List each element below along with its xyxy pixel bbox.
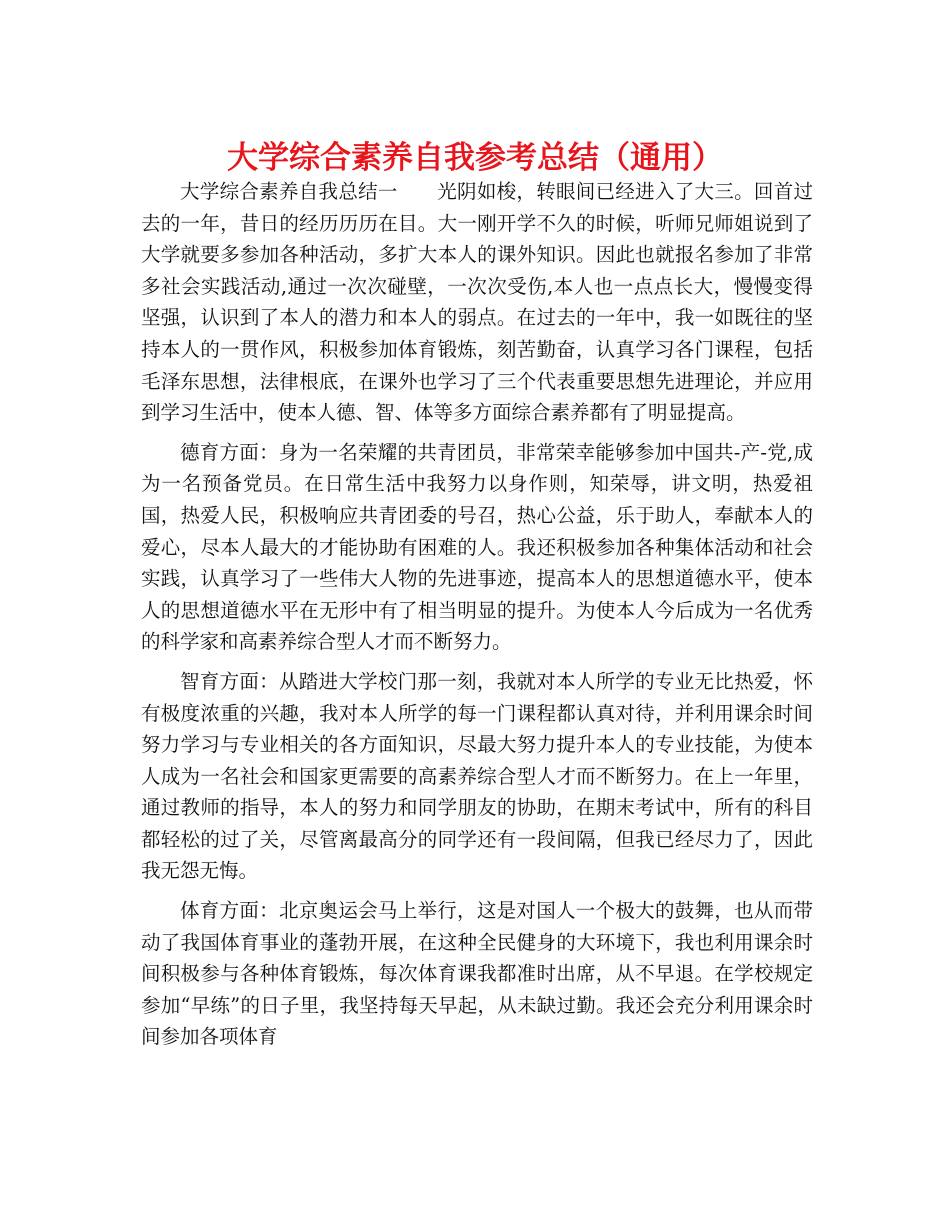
document-title: 大学综合素养自我参考总结（通用）: [227, 140, 723, 176]
paragraph-moral-education: 德育方面：身为一名荣耀的共青团员，非常荣幸能够参加中国共-产-党,成为一名预备党员。在日常生活中我努力以身作则，知荣辱，讲文明，热爱祖国，热爱人民，积极响应共青团委的号召，热心公益，乐于助人，奉献本人的爱心，尽本人最大的才能协助有困难的人。我还积极参加各种集体活动和社会实践，认真学习了一些伟大人物的先进事迹，提高本人的思想道德水平，使本人的思想道德水平在无形中有了相当明显的提升。为使本人今后成为一名优秀的科学家和高素养综合型人才而不断努力。: [141, 440, 813, 654]
paragraph-intellectual-education: 智育方面：从踏进大学校门那一刻，我就对本人所学的专业无比热爱，怀有极度浓重的兴趣，我对本人所学的每一门课程都认真对待，并利用课余时间努力学习与专业相关的各方面知识，尽最大努力提升本人的专业技能，为使本人成为一名社会和国家更需要的高素养综合型人才而不断努力。在上一年里，通过教师的指导，本人的努力和同学朋友的协助，在期末考试中，所有的科目都轻松的过了关，尽管离最高分的同学还有一段间隔，但我已经尽力了，因此我无怨无悔。: [141, 669, 813, 883]
document-body: [141, 176, 813, 1061]
paragraph-intro: 大学综合素养自我总结一 光阴如梭，转眼间已经进入了大三。回首过去的一年，昔日的经历历历在目。大一刚开学不久的时候，听师兄师姐说到了大学就要多参加各种活动，多扩大本人的课外知识。因此也就报名参加了非常多社会实践活动,通过一次次碰壁，一次次受伤,本人也一点点长大，慢慢变得坚强，认识到了本人的潜力和本人的弱点。在过去的一年中，我一如既往的坚持本人的一贯作风，积极参加体育锻炼，刻苦勤奋，认真学习各门课程，包括毛泽东思想，法律根底，在课外也学习了三个代表重要思想先进理论，并应用到学习生活中，使本人德、智、体等多方面综合素养都有了明显提高。: [141, 180, 813, 425]
paragraph-physical-education: 体育方面：北京奥运会马上举行，这是对国人一个极大的鼓舞，也从而带动了我国体育事业的蓬勃开展，在这种全民健身的大环境下，我也利用课余时间积极参与各种体育锻炼，每次体育课我都准时出席，从不早退。在学校规定参加“早练”的日子里，我坚持每天早起，从未缺过勤。我还会充分利用课余时间参加各项体育: [141, 899, 813, 1049]
